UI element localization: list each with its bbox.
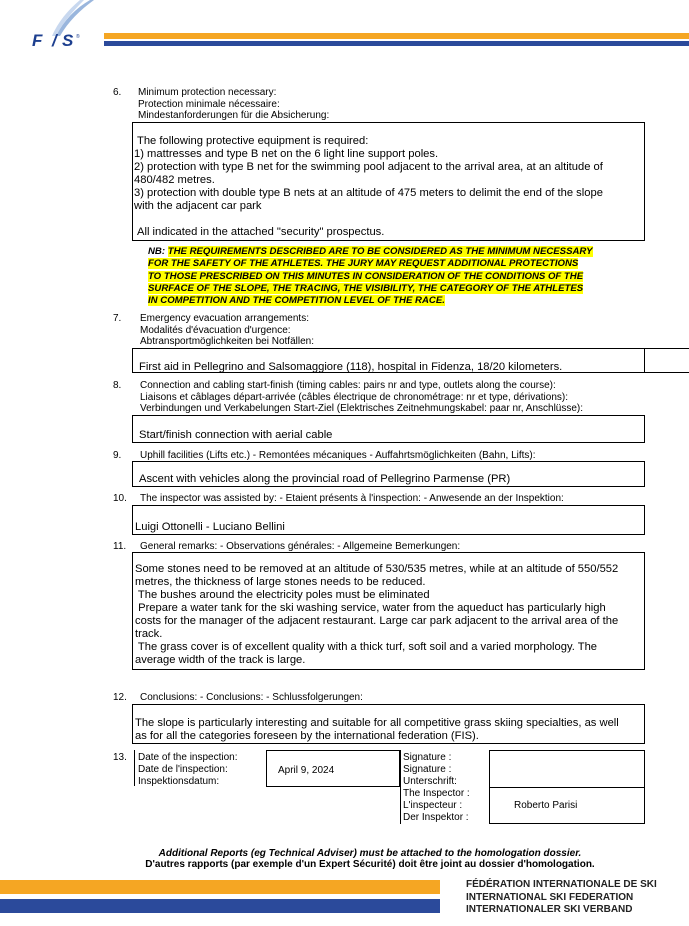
section-8-number: 8. <box>113 380 122 391</box>
section-11-line: Some stones need to be removed at an altitude of 530/535 metres, while at an altitude of 550/552 <box>135 563 619 575</box>
section-6-label-fr: Protection minimale nécessaire: <box>138 99 280 110</box>
section-11-line: Prepare a water tank for the ski washing service, water from the aqueduct has particularly high <box>135 602 606 614</box>
section-8-label-en: Connection and cabling start-finish (timing cables: pairs nr and type, outlets along the course): <box>140 380 556 391</box>
section-8-value: Start/finish connection with aerial cable <box>139 429 333 441</box>
federation-name <box>466 879 657 917</box>
section-8-box <box>132 415 645 443</box>
signature-box <box>489 750 645 824</box>
date-label-en: Date of the inspection: <box>138 752 238 763</box>
date-box <box>266 750 400 787</box>
section-7-label-de: Abtransportmöglichkeiten bei Notfällen: <box>140 336 314 347</box>
signature-label-fr: Signature : <box>403 764 452 775</box>
section-10-value: Luigi Ottonelli - Luciano Bellini <box>135 521 285 533</box>
signature-divider <box>400 750 401 824</box>
svg-text:F: F <box>32 31 46 50</box>
footer-note-fr: D'autres rapports (par exemple d'un Expert Sécurité) doit être joint au dossier d'homologation. <box>145 859 595 870</box>
nb-line <box>148 246 638 258</box>
section-6-line: 480/482 metres. <box>134 174 215 186</box>
section-6-line <box>134 213 644 226</box>
section-8-label-fr: Liaisons et câblages départ-arrivée (câbles électrique de chronométrage: nr et type, dérivations): <box>140 392 569 403</box>
header-orange-bar <box>104 33 689 39</box>
section-7-side-cell <box>644 348 689 373</box>
footer-blue-bar <box>0 899 440 913</box>
date-label-fr: Date de l'inspection: <box>138 764 228 775</box>
section-6-line: 3) protection with double type B nets at an altitude of 475 meters to delimit the end of the slope <box>134 187 603 199</box>
svg-text:®: ® <box>76 34 80 40</box>
section-7-label-en: Emergency evacuation arrangements: <box>140 313 309 324</box>
section-12-label: Conclusions: - Conclusions: - Schlussfolgerungen: <box>140 692 363 703</box>
section-13-number: 13. <box>113 752 127 763</box>
inspector-label-de: Der Inspektor : <box>403 812 469 823</box>
inspector-label-en: The Inspector : <box>403 788 470 799</box>
federation-name-fr: FÉDÉRATION INTERNATIONALE DE SKI <box>466 879 657 890</box>
section-6-line: 1) mattresses and type B net on the 6 light line support poles. <box>134 148 439 160</box>
section-6-number: 6. <box>113 87 122 98</box>
nb-line <box>148 258 638 270</box>
section-9-label: Uphill facilities (Lifts etc.) - Remontées mécaniques - Auffahrtsmöglichkeiten (Bahn, Lifts): <box>140 450 536 461</box>
fis-logo <box>30 0 100 50</box>
nb-prefix: NB: <box>148 246 166 257</box>
section-11-number: 11. <box>113 541 127 552</box>
section-12-number: 12. <box>113 692 127 703</box>
section-10-number: 10. <box>113 493 127 504</box>
nb-text: THE REQUIREMENTS DESCRIBED ARE TO BE CONSIDERED AS THE MINIMUM NECESSARY <box>167 246 593 257</box>
section-6-line: The following protective equipment is required: <box>137 135 369 147</box>
section-11-label: General remarks: - Observations générales: - Allgemeine Bemerkungen: <box>140 541 461 552</box>
section-7-box <box>132 348 645 373</box>
nb-text: IN COMPETITION AND THE COMPETITION LEVEL OF THE RACE. <box>148 295 445 307</box>
section-11-line: metres, the thickness of large stones needs to be reduced. <box>135 576 426 588</box>
section-11-line: The bushes around the electricity poles must be eliminated <box>135 589 430 601</box>
date-value: April 9, 2024 <box>278 765 335 776</box>
header-blue-bar <box>104 41 689 46</box>
nb-text: SURFACE OF THE SLOPE, THE TRACING, THE VISIBILITY, THE CATEGORY OF THE ATHLETES <box>148 282 584 294</box>
nb-line <box>148 295 638 307</box>
footer-orange-bar <box>0 880 440 894</box>
inspector-name: Roberto Parisi <box>514 800 578 811</box>
nb-text: FOR THE SAFETY OF THE ATHLETES. THE JURY MAY REQUEST ADDITIONAL PROTECTIONS <box>148 258 579 270</box>
section-6-line: All indicated in the attached "security" prospectus. <box>137 226 385 238</box>
section-6-box <box>132 122 645 241</box>
section-11-line: The grass cover is of excellent quality with a thick turf, soft soil and a varied morphology. The <box>135 641 598 653</box>
section-12-box <box>132 704 645 744</box>
section-11-line: costs for the manager of the adjacent restaurant. Large car park adjacent to the arrival area of the <box>135 615 619 627</box>
section-10-box <box>132 505 645 535</box>
signature-label-de: Unterschrift: <box>403 776 457 787</box>
nb-line <box>148 271 638 283</box>
section-11-line: average width of the track is large. <box>135 654 306 666</box>
section-7-number: 7. <box>113 313 122 324</box>
nb-text: TO THOSE PRESCRIBED ON THIS MINUTES IN CONSIDERATION OF THE CONDITIONS OF THE <box>148 270 584 282</box>
inspector-label-fr: L'inspecteur : <box>403 800 463 811</box>
signature-label-en: Signature : <box>403 752 452 763</box>
nb-notice <box>148 246 638 307</box>
section-9-value: Ascent with vehicles along the provincial road of Pellegrino Parmense (PR) <box>139 473 511 485</box>
section-12-line: The slope is particularly interesting and suitable for all competitive grass skiing specialties, as well <box>135 717 619 729</box>
section-6-label-en: Minimum protection necessary: <box>138 87 277 98</box>
section-11-box <box>132 552 645 670</box>
date-label-de: Inspektionsdatum: <box>138 776 220 787</box>
section-9-number: 9. <box>113 450 122 461</box>
svg-text:/: / <box>52 31 57 50</box>
section-12-line: as for all the categories foreseen by the international federation (FIS). <box>135 730 479 742</box>
section-6-line: 2) protection with type B net for the swimming pool adjacent to the arrival area, at an altitude of <box>134 161 603 173</box>
section-11-line: track. <box>135 628 163 640</box>
footer-note-en: Additional Reports (eg Technical Adviser) must be attached to the homologation dossier. <box>158 848 582 859</box>
section-13-date-divider <box>134 750 135 786</box>
federation-name-de: INTERNATIONALER SKI VERBAND <box>466 904 633 915</box>
nb-line <box>148 283 638 295</box>
signature-box-divider <box>490 787 644 788</box>
section-6-line: with the adjacent car park <box>134 200 262 212</box>
section-8-label-de: Verbindungen und Verkabelungen Start-Ziel (Elektrisches Zeitnehmungskabel: paar nr, Anschlüsse): <box>140 403 584 414</box>
section-6-label-de: Mindestanforderungen für die Absicherung: <box>138 110 330 121</box>
svg-text:S: S <box>62 31 74 50</box>
fis-logo-swoosh-icon <box>30 0 100 50</box>
section-7-label-fr: Modalités d'évacuation d'urgence: <box>140 325 291 336</box>
section-7-value: First aid in Pellegrino and Salsomaggiore (118), hospital in Fidenza, 18/20 kilometers. <box>139 361 563 373</box>
section-9-box <box>132 461 645 487</box>
section-10-label: The inspector was assisted by: - Etaient présents à l'inspection: - Anwesende an der Inspektion: <box>140 493 564 504</box>
federation-name-en: INTERNATIONAL SKI FEDERATION <box>466 891 634 903</box>
